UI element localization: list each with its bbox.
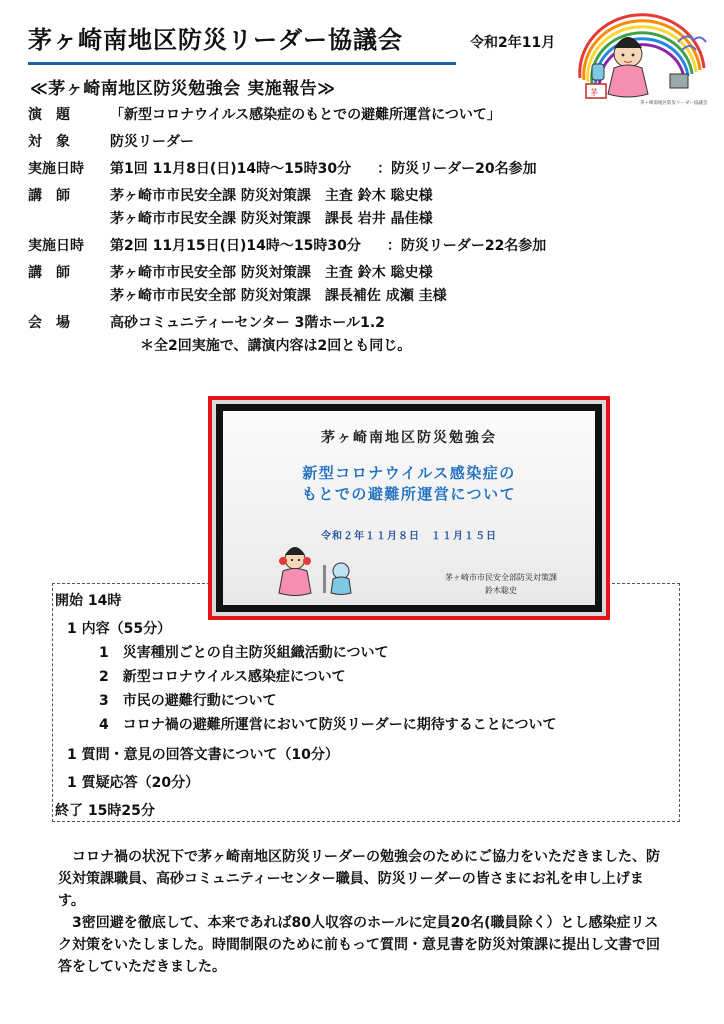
program-sub-2: 2 新型コロナウイルス感染症について (99, 669, 346, 685)
mascot-illustration (273, 545, 363, 601)
slide-dept: 茅ヶ崎市市民安全部防災対策課 (445, 573, 557, 582)
topic-value: 「新型コロナウイルス感染症のもとでの避難所運営について」 (110, 107, 501, 123)
session1-row (28, 158, 708, 181)
slide-heading: 茅ヶ崎南地区防災勉強会 (321, 430, 497, 446)
session1-lecturer-1: 茅ヶ崎市市民安全課 防災対策課 主査 鈴木 聡史様 (110, 188, 433, 204)
topic-row (28, 104, 708, 127)
logo-caption: 茅ヶ崎南地区防災リーダー協議会 (640, 101, 708, 106)
session2-label: 実施日時 (28, 238, 84, 254)
note-text: ＊全2回実施で、講演内容は2回とも同じ。 (140, 338, 412, 354)
program-sub-4: 4 コロナ禍の避難所運営において防災リーダーに期待することについて (99, 717, 557, 733)
venue-value: 高砂コミュニティーセンター 3階ホール1.2 (110, 315, 385, 331)
program-end: 終了 15時25分 (55, 803, 155, 819)
slide-dates: 令和２年１１月８日 １１月１５日 (321, 531, 497, 542)
session2-lecturer-1: 茅ヶ崎市市民安全部 防災対策課 主査 鈴木 聡史様 (110, 265, 433, 281)
target-label: 対 象 (28, 134, 70, 150)
venue-label: 会 場 (28, 315, 70, 331)
title-underline (28, 62, 456, 65)
body-paragraph-2: 3密回避を徹底して、本来であれば80人収容のホールに定員20名(職員除く）とし感染症リスク対策をいたしました。時間制限のために前もって質問・意見書を防災対策課に提出し文書で回答をしていただきました。 (58, 915, 660, 975)
session1-attendance: ：防災リーダー20名参加 (377, 161, 537, 177)
program-sub-1: 1 災害種別ごとの自主防災組織活動について (99, 645, 389, 661)
slide-screen (223, 411, 595, 605)
mascot-logo (566, 8, 716, 110)
slide-title-line1: 新型コロナウイルス感染症の (302, 464, 516, 482)
session1-label: 実施日時 (28, 161, 84, 177)
program-sub-3: 3 市民の避難行動について (99, 693, 277, 709)
slide-photo (208, 396, 610, 620)
session1-lecturer-2: 茅ヶ崎市市民安全課 防災対策課 課長 岩井 晶佳様 (110, 211, 433, 227)
session2-lecturer-label: 講 師 (28, 265, 70, 281)
session2-lecturer-row (28, 262, 708, 308)
program-item-qa: 1 質疑応答（20分） (67, 775, 200, 791)
info-block (28, 104, 708, 358)
svg-text:茅: 茅 (590, 88, 598, 97)
session2-lecturer-2: 茅ヶ崎市市民安全部 防災対策課 課長補佐 成瀬 圭様 (110, 288, 447, 304)
issue-date: 令和2年11月 (470, 35, 556, 51)
slide-title (223, 463, 595, 505)
slide-presenter (445, 571, 557, 597)
org-title: 茅ヶ崎南地区防災リーダー協議会 (28, 26, 403, 54)
session1-lecturer-row (28, 185, 708, 231)
session2-attendance: ：防災リーダー22名参加 (386, 238, 547, 254)
venue-row (28, 312, 708, 335)
program-item-qa-doc: 1 質問・意見の回答文書について（10分） (67, 747, 339, 763)
topic-label: 演 題 (28, 107, 70, 123)
session1-datetime: 第1回 11月8日(日)14時～15時30分 (110, 161, 352, 177)
target-row (28, 131, 708, 154)
program-item-content: 1 内容（55分） (67, 621, 172, 637)
slide-title-line2: もとでの避難所運営について (301, 485, 517, 503)
session2-row (28, 235, 708, 258)
body-text (58, 846, 668, 978)
body-paragraph-1: コロナ禍の状況下で茅ヶ崎南地区防災リーダーの勉強会のためにご協力をいただきました、防災対策課職員、高砂コミュニティーセンター職員、防災リーダーの皆さまにお礼を申し上げます。 (58, 849, 660, 909)
report-title: ≪茅ヶ崎南地区防災勉強会 実施報告≫ (30, 79, 336, 99)
program-start: 開始 14時 (55, 593, 122, 609)
session1-lecturer-label: 講 師 (28, 188, 70, 204)
slide-speaker: 鈴木聡史 (485, 586, 517, 595)
session2-datetime: 第2回 11月15日(日)14時～15時30分 (110, 238, 361, 254)
target-value: 防災リーダー (110, 134, 194, 150)
